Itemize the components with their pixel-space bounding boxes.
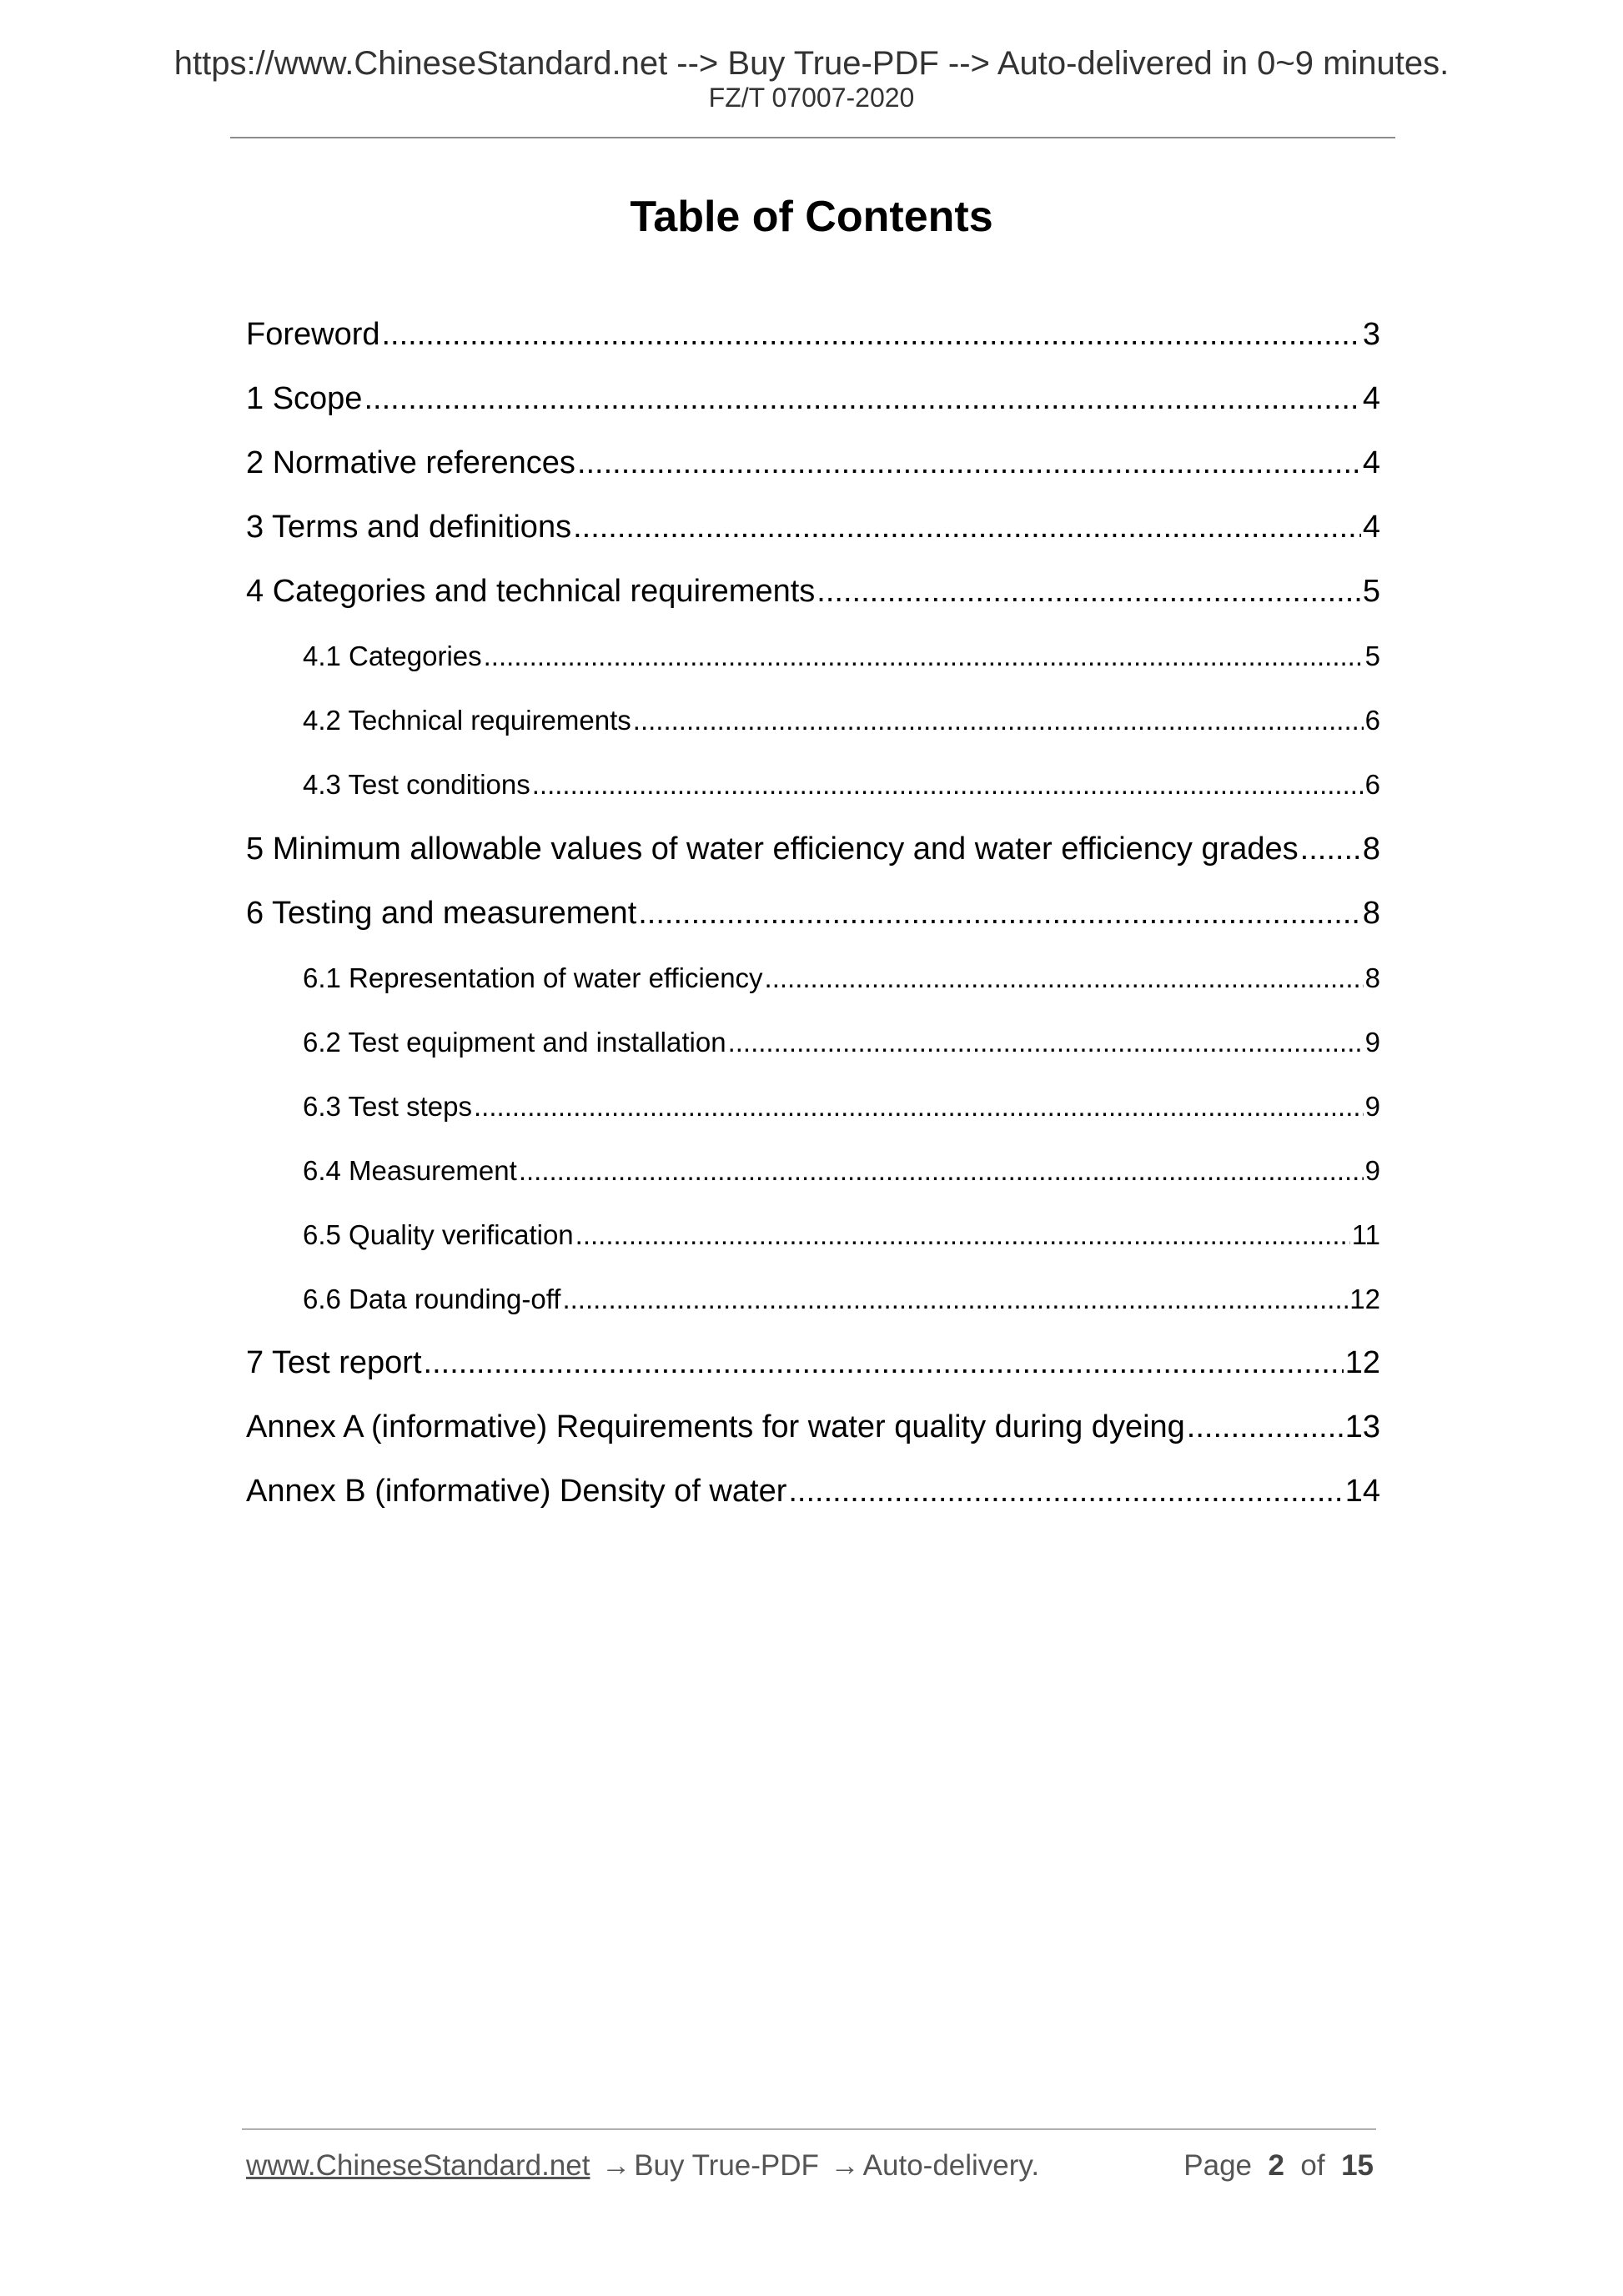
toc-entry[interactable] [303, 1152, 1380, 1190]
toc-dot-leader [424, 1342, 1344, 1384]
toc-entry[interactable] [246, 828, 1380, 870]
toc-entry-label: 6.4 Measurement [303, 1155, 517, 1186]
toc-dot-leader [382, 314, 1361, 355]
toc-entry[interactable] [303, 1023, 1380, 1062]
toc-entry-page: 8 [1364, 962, 1380, 993]
page-title: Table of Contents [630, 193, 993, 241]
toc-entry[interactable] [246, 314, 1380, 355]
toc-dot-leader [817, 570, 1361, 612]
toc-dot-leader [474, 1088, 1364, 1126]
toc-dot-leader [573, 506, 1361, 548]
toc-dot-leader [484, 637, 1364, 676]
toc-dot-leader [575, 1216, 1350, 1254]
toc-entry-page: 12 [1344, 1345, 1380, 1380]
toc-entry-label: 6.5 Quality verification [303, 1219, 574, 1250]
toc-entry-label: 1 Scope [246, 381, 363, 416]
toc-entry-page: 4 [1362, 510, 1380, 545]
toc-entry-label: 6.3 Test steps [303, 1091, 473, 1122]
toc-dot-leader [1187, 1406, 1344, 1448]
buy-text: Buy True-PDF [634, 2149, 819, 2182]
page-word: Page [1183, 2149, 1253, 2182]
toc-entry-page: 12 [1349, 1284, 1380, 1314]
toc-entry-page: 9 [1364, 1155, 1380, 1186]
toc-entry-page: 13 [1344, 1409, 1380, 1444]
toc-entry-label: Foreword [246, 317, 380, 352]
toc-entry-page: 9 [1364, 1091, 1380, 1122]
toc-entry-label: 4.3 Test conditions [303, 769, 530, 800]
right-arrow-icon: → [601, 2149, 631, 2182]
toc-entry-label: 4.2 Technical requirements [303, 705, 631, 736]
toc-entry-page: 6 [1364, 705, 1380, 736]
toc-entry[interactable] [303, 1088, 1380, 1126]
right-arrow-icon: → [830, 2149, 860, 2182]
toc-entry[interactable] [303, 959, 1380, 997]
toc-entry[interactable] [246, 1406, 1380, 1448]
toc-entry[interactable] [246, 1470, 1380, 1512]
toc-entry-label: 4 Categories and technical requirements [246, 574, 816, 609]
toc-dot-leader [638, 892, 1361, 934]
toc-dot-leader [562, 1280, 1348, 1319]
toc-entry-page: 5 [1364, 641, 1380, 671]
toc-entry-label: Annex B (informative) Density of water [246, 1474, 787, 1509]
toc-entry-page: 14 [1344, 1474, 1380, 1509]
toc-entry[interactable] [303, 1280, 1380, 1319]
toc-entry[interactable] [246, 378, 1380, 420]
page-indicator [1183, 2148, 1374, 2184]
toc-entry-page: 4 [1362, 381, 1380, 416]
toc-entry-page: 8 [1362, 896, 1380, 931]
toc-dot-leader [788, 1470, 1343, 1512]
toc-dot-leader [577, 442, 1361, 484]
toc-entry-page: 6 [1364, 769, 1380, 800]
toc-entry-label: 6.2 Test equipment and installation [303, 1027, 726, 1058]
toc-dot-leader [532, 766, 1364, 804]
current-page-number: 2 [1268, 2149, 1284, 2182]
footer-divider [242, 2128, 1376, 2130]
toc-entry-label: 5 Minimum allowable values of water efficiency and water efficiency grades [246, 831, 1299, 867]
document-code: FZ/T 07007-2020 [708, 83, 915, 113]
toc-dot-leader [765, 959, 1364, 997]
top-banner: https://www.ChineseStandard.net --> Buy True-PDF --> Auto-delivered in 0~9 minutes. [173, 45, 1450, 82]
toc-entry[interactable] [246, 1342, 1380, 1384]
toc-entry-page: 3 [1362, 317, 1380, 352]
total-page-count: 15 [1341, 2149, 1374, 2182]
toc-entry[interactable] [303, 701, 1380, 740]
delivery-text: Auto-delivery. [862, 2149, 1040, 2182]
footer-promo [246, 2148, 1039, 2184]
toc-entry-label: Annex A (informative) Requirements for water quality during dyeing [246, 1409, 1185, 1444]
toc-entry[interactable] [246, 442, 1380, 484]
toc-entry[interactable] [303, 766, 1380, 804]
toc-dot-leader [1300, 828, 1361, 870]
toc-entry-page: 9 [1364, 1027, 1380, 1058]
toc-dot-leader [633, 701, 1364, 740]
toc-entry[interactable] [303, 1216, 1380, 1254]
toc-dot-leader [519, 1152, 1364, 1190]
toc-entry-page: 4 [1362, 445, 1380, 480]
toc-entry-page: 11 [1351, 1219, 1380, 1250]
toc-entry-label: 7 Test report [246, 1345, 422, 1380]
header-divider [230, 137, 1395, 138]
toc-entry-label: 6.6 Data rounding-off [303, 1284, 561, 1314]
toc-dot-leader [364, 378, 1360, 420]
toc-dot-leader [728, 1023, 1364, 1062]
toc-entry-label: 3 Terms and definitions [246, 510, 572, 545]
site-link[interactable]: www.ChineseStandard.net [246, 2149, 590, 2182]
toc-entry[interactable] [246, 506, 1380, 548]
toc-entry[interactable] [303, 637, 1380, 676]
toc-entry[interactable] [246, 570, 1380, 612]
of-word: of [1300, 2149, 1325, 2182]
toc-entry[interactable] [246, 892, 1380, 934]
toc-entry-label: 6 Testing and measurement [246, 896, 637, 931]
toc-entry-page: 5 [1362, 574, 1380, 609]
toc-entry-label: 6.1 Representation of water efficiency [303, 962, 763, 993]
toc-entry-label: 4.1 Categories [303, 641, 482, 671]
toc-entry-page: 8 [1362, 831, 1380, 867]
toc-entry-label: 2 Normative references [246, 445, 575, 480]
